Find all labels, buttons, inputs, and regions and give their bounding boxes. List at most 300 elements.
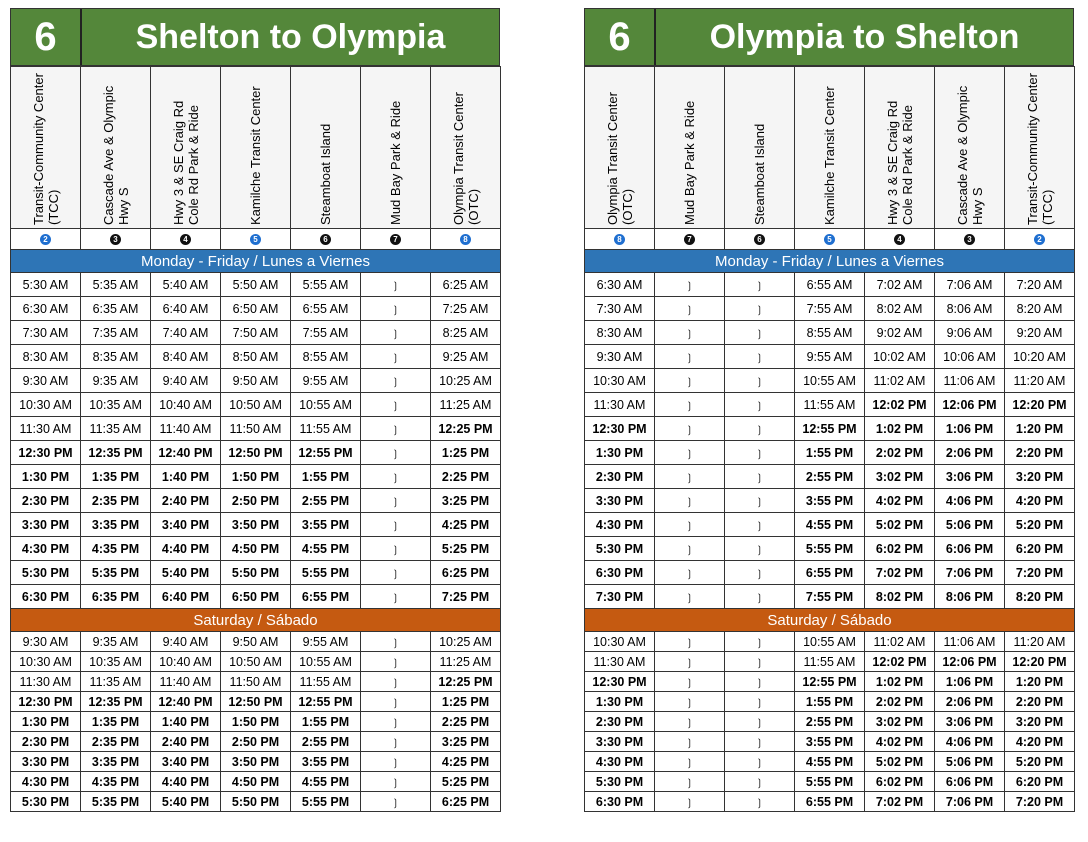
time-value: 10:50 AM [229,397,282,412]
time-cell [291,513,361,537]
time-value: 11:25 AM [439,397,492,412]
time-value: 7:06 AM [946,277,993,292]
time-cell [221,585,291,609]
skip-stop-icon: ❳ [685,376,694,388]
time-cell [795,561,865,585]
time-value: 5:55 PM [301,794,350,809]
table-row [11,513,501,537]
time-cell [655,672,725,692]
time-cell [221,345,291,369]
stop-number-icon: 3 [964,234,975,245]
time-cell [655,732,725,752]
time-cell [1005,297,1075,321]
time-cell [291,732,361,752]
stop-name-cell [865,67,935,229]
time-value: 1:02 PM [875,421,924,436]
skip-stop-icon: ❳ [755,592,764,604]
time-cell [81,369,151,393]
time-value: 1:55 PM [301,469,350,484]
time-cell [935,513,1005,537]
time-cell [361,489,431,513]
time-value: 11:30 AM [593,654,646,669]
table-row [585,369,1075,393]
stop-number-icon: 5 [824,234,835,245]
time-value: 10:06 AM [943,349,996,364]
table-row [585,441,1075,465]
stop-number-icon: 4 [180,234,191,245]
time-value: 4:55 PM [805,754,854,769]
time-value: 2:02 PM [875,445,924,460]
time-value: 5:35 PM [91,794,140,809]
skip-stop-icon: ❳ [755,352,764,364]
time-cell [431,585,501,609]
time-cell [725,712,795,732]
time-value: 12:02 PM [872,397,927,412]
time-cell [935,772,1005,792]
stop-name-cell [725,67,795,229]
time-value: 1:06 PM [945,674,994,689]
time-cell [291,752,361,772]
time-cell [151,441,221,465]
time-value: 8:20 PM [1015,589,1064,604]
time-value: 5:55 AM [302,277,349,292]
table-row [11,345,501,369]
skip-stop-icon: ❳ [391,400,400,412]
stop-number-row [585,229,1075,250]
time-value: 9:06 AM [946,325,993,340]
time-cell [585,273,655,297]
time-value: 1:50 PM [231,469,280,484]
skip-stop-icon: ❳ [755,697,764,709]
time-value: 4:30 PM [21,541,70,556]
time-value: 2:20 PM [1015,694,1064,709]
time-cell [291,561,361,585]
time-cell [935,393,1005,417]
time-value: 8:30 AM [596,325,643,340]
time-value: 7:06 PM [945,565,994,580]
time-cell [1005,672,1075,692]
skip-stop-icon: ❳ [685,280,694,292]
stop-number-row [11,229,501,250]
table-row [11,792,501,812]
skip-stop-icon: ❳ [391,472,400,484]
time-value: 3:02 PM [875,714,924,729]
table-row [11,537,501,561]
saturday-band: Saturday / Sábado [11,609,501,632]
time-cell [725,345,795,369]
skip-stop-icon: ❳ [685,568,694,580]
time-cell [151,369,221,393]
skip-stop-icon: ❳ [755,328,764,340]
time-cell [585,772,655,792]
time-value: 11:50 AM [229,674,282,689]
time-cell [865,672,935,692]
time-cell [291,273,361,297]
table-row [11,441,501,465]
time-value: 12:06 PM [942,654,997,669]
time-value: 5:40 PM [161,794,210,809]
time-value: 8:50 AM [232,349,279,364]
skip-stop-icon: ❳ [391,280,400,292]
stop-name: Transit-Community Center (TCC) [1024,72,1055,225]
time-value: 10:55 AM [299,654,352,669]
time-value: 10:35 AM [89,397,142,412]
time-cell [585,513,655,537]
time-cell [655,513,725,537]
time-cell [585,672,655,692]
time-cell [431,792,501,812]
skip-stop-icon: ❳ [685,472,694,484]
table-row [585,417,1075,441]
time-cell [291,321,361,345]
time-cell [221,465,291,489]
time-cell [865,792,935,812]
time-value: 1:25 PM [441,694,490,709]
time-cell [11,652,81,672]
time-value: 10:25 AM [439,373,492,388]
skip-stop-icon: ❳ [391,352,400,364]
time-cell [361,537,431,561]
stop-number-cell [11,229,81,250]
table-row [585,273,1075,297]
table-row [585,321,1075,345]
time-value: 4:50 PM [231,541,280,556]
skip-stop-icon: ❳ [755,304,764,316]
time-cell [431,692,501,712]
time-value: 7:35 AM [92,325,139,340]
time-cell [795,297,865,321]
time-cell [361,369,431,393]
table-row [11,692,501,712]
skip-stop-icon: ❳ [755,637,764,649]
time-value: 2:50 PM [231,734,280,749]
time-cell [151,321,221,345]
time-cell [221,441,291,465]
time-cell [11,417,81,441]
time-cell [935,672,1005,692]
stop-header-row [585,67,1075,229]
time-value: 10:55 AM [803,373,856,388]
time-cell [11,345,81,369]
stop-number-cell [655,229,725,250]
time-cell [1005,692,1075,712]
skip-stop-icon: ❳ [755,657,764,669]
time-value: 6:55 AM [302,301,349,316]
time-cell [865,489,935,513]
time-cell [431,537,501,561]
table-row [585,585,1075,609]
skip-stop-icon: ❳ [755,568,764,580]
skip-stop-icon: ❳ [755,777,764,789]
time-cell [655,465,725,489]
stop-name-cell [11,67,81,229]
time-cell [11,561,81,585]
stop-number-cell [795,229,865,250]
time-cell [795,345,865,369]
saturday-band: Saturday / Sábado [585,609,1075,632]
time-value: 6:30 PM [595,565,644,580]
time-value: 8:55 AM [302,349,349,364]
skip-stop-icon: ❳ [685,328,694,340]
time-value: 2:02 PM [875,694,924,709]
time-cell [1005,772,1075,792]
time-cell [81,792,151,812]
time-cell [11,369,81,393]
stop-name-cell [431,67,501,229]
time-cell [865,345,935,369]
time-cell [221,513,291,537]
time-value: 5:55 PM [805,541,854,556]
time-value: 4:40 PM [161,774,210,789]
time-value: 11:55 AM [299,421,352,436]
time-cell [221,537,291,561]
time-value: 5:06 PM [945,517,994,532]
time-value: 8:30 AM [22,349,69,364]
time-cell [725,441,795,465]
time-value: 1:02 PM [875,674,924,689]
time-cell [585,489,655,513]
skip-stop-icon: ❳ [685,777,694,789]
time-value: 12:50 PM [228,445,283,460]
time-cell [221,561,291,585]
time-cell [795,417,865,441]
time-cell [291,537,361,561]
time-value: 2:25 PM [441,714,490,729]
time-cell [151,489,221,513]
time-cell [291,652,361,672]
time-cell [81,441,151,465]
time-value: 3:25 PM [441,493,490,508]
time-value: 2:55 PM [301,493,350,508]
skip-stop-icon: ❳ [685,352,694,364]
time-cell [291,585,361,609]
time-cell [585,441,655,465]
time-value: 1:55 PM [805,694,854,709]
time-cell [935,652,1005,672]
time-value: 12:55 PM [802,674,857,689]
time-value: 6:25 PM [441,794,490,809]
stop-name: Steamboat Island [752,123,767,225]
time-cell [655,792,725,812]
time-value: 1:06 PM [945,421,994,436]
stop-number-cell [865,229,935,250]
table-row [11,672,501,692]
time-cell [1005,417,1075,441]
time-cell [725,632,795,652]
time-value: 8:25 AM [442,325,489,340]
stop-number-icon: 2 [1034,234,1045,245]
time-cell [935,417,1005,441]
time-cell [221,732,291,752]
saturday-band-row [585,609,1075,632]
time-cell [221,752,291,772]
time-value: 3:30 PM [21,754,70,769]
time-cell [725,465,795,489]
time-value: 5:35 PM [91,565,140,580]
table-row [585,465,1075,489]
table-row [585,632,1075,652]
time-cell [1005,393,1075,417]
time-value: 4:25 PM [441,517,490,532]
time-cell [1005,513,1075,537]
time-cell [151,792,221,812]
time-cell [151,712,221,732]
stop-number-cell [151,229,221,250]
time-value: 4:30 PM [595,754,644,769]
time-cell [81,752,151,772]
time-value: 7:30 AM [596,301,643,316]
time-cell [361,772,431,792]
time-value: 6:55 PM [805,794,854,809]
table-row [11,772,501,792]
time-cell [1005,345,1075,369]
time-cell [655,692,725,712]
time-value: 5:55 PM [301,565,350,580]
time-value: 12:55 PM [298,694,353,709]
table-row [585,297,1075,321]
time-cell [655,273,725,297]
time-cell [795,585,865,609]
time-cell [865,732,935,752]
time-cell [431,345,501,369]
table-row [11,465,501,489]
time-cell [795,273,865,297]
stop-number-icon: 5 [250,234,261,245]
table-row [11,393,501,417]
time-value: 12:55 PM [802,421,857,436]
skip-stop-icon: ❳ [685,697,694,709]
skip-stop-icon: ❳ [755,400,764,412]
time-value: 5:50 AM [232,277,279,292]
time-cell [865,465,935,489]
skip-stop-icon: ❳ [685,496,694,508]
time-value: 11:02 AM [873,634,926,649]
time-cell [935,297,1005,321]
time-value: 9:35 AM [92,634,139,649]
stop-number-icon: 2 [40,234,51,245]
skip-stop-icon: ❳ [391,448,400,460]
time-cell [361,712,431,732]
time-cell [655,752,725,772]
table-row [11,561,501,585]
time-cell [585,561,655,585]
time-value: 9:25 AM [442,349,489,364]
time-value: 3:55 PM [805,734,854,749]
time-cell [585,585,655,609]
time-cell [291,441,361,465]
time-cell [291,297,361,321]
time-cell [935,732,1005,752]
time-value: 11:02 AM [873,373,926,388]
time-cell [291,417,361,441]
table-row [585,489,1075,513]
time-value: 9:55 AM [806,349,853,364]
time-value: 6:20 PM [1015,541,1064,556]
time-cell [431,465,501,489]
stop-name: Olympia Transit Center (OTC) [450,91,481,225]
time-value: 8:02 PM [875,589,924,604]
time-value: 7:25 AM [442,301,489,316]
time-value: 12:06 PM [942,397,997,412]
stop-number-icon: 8 [614,234,625,245]
time-cell [151,772,221,792]
time-cell [725,672,795,692]
time-cell [1005,537,1075,561]
time-value: 2:30 PM [595,714,644,729]
time-cell [431,732,501,752]
skip-stop-icon: ❳ [685,520,694,532]
time-value: 10:30 AM [593,373,646,388]
time-value: 10:30 AM [593,634,646,649]
skip-stop-icon: ❳ [755,376,764,388]
time-cell [795,652,865,672]
time-cell [795,489,865,513]
time-cell [795,537,865,561]
time-cell [585,692,655,712]
stop-name: Olympia Transit Center (OTC) [604,91,635,225]
time-cell [221,792,291,812]
time-cell [1005,792,1075,812]
time-value: 3:02 PM [875,469,924,484]
table-row [11,489,501,513]
time-cell [81,321,151,345]
time-cell [11,692,81,712]
time-cell [795,441,865,465]
time-value: 4:55 PM [301,774,350,789]
time-cell [655,321,725,345]
time-value: 10:50 AM [229,654,282,669]
time-value: 4:02 PM [875,493,924,508]
time-value: 9:55 AM [302,373,349,388]
stop-name-cell [795,67,865,229]
stop-name: Kamilche Transit Center [248,85,263,225]
time-value: 12:30 PM [18,694,73,709]
time-cell [725,752,795,772]
skip-stop-icon: ❳ [755,520,764,532]
time-value: 7:20 AM [1016,277,1063,292]
time-cell [361,632,431,652]
skip-stop-icon: ❳ [685,677,694,689]
time-value: 12:25 PM [438,674,493,689]
skip-stop-icon: ❳ [755,797,764,809]
time-value: 8:55 AM [806,325,853,340]
time-value: 6:35 PM [91,589,140,604]
time-cell [655,489,725,513]
time-cell [865,561,935,585]
skip-stop-icon: ❳ [755,544,764,556]
direction-title: Shelton to Olympia [82,9,499,65]
time-cell [585,321,655,345]
time-value: 4:30 PM [595,517,644,532]
table-row [585,393,1075,417]
stop-number-cell [431,229,501,250]
time-cell [935,345,1005,369]
table-row [585,792,1075,812]
time-cell [655,585,725,609]
time-cell [725,772,795,792]
time-cell [865,273,935,297]
time-value: 3:30 PM [595,734,644,749]
time-value: 7:02 PM [875,794,924,809]
stop-name: Kamilche Transit Center [822,85,837,225]
time-cell [361,393,431,417]
time-cell [655,369,725,393]
time-cell [1005,273,1075,297]
time-value: 6:06 PM [945,541,994,556]
time-value: 6:55 PM [301,589,350,604]
time-value: 1:30 PM [21,714,70,729]
time-value: 3:55 PM [301,517,350,532]
